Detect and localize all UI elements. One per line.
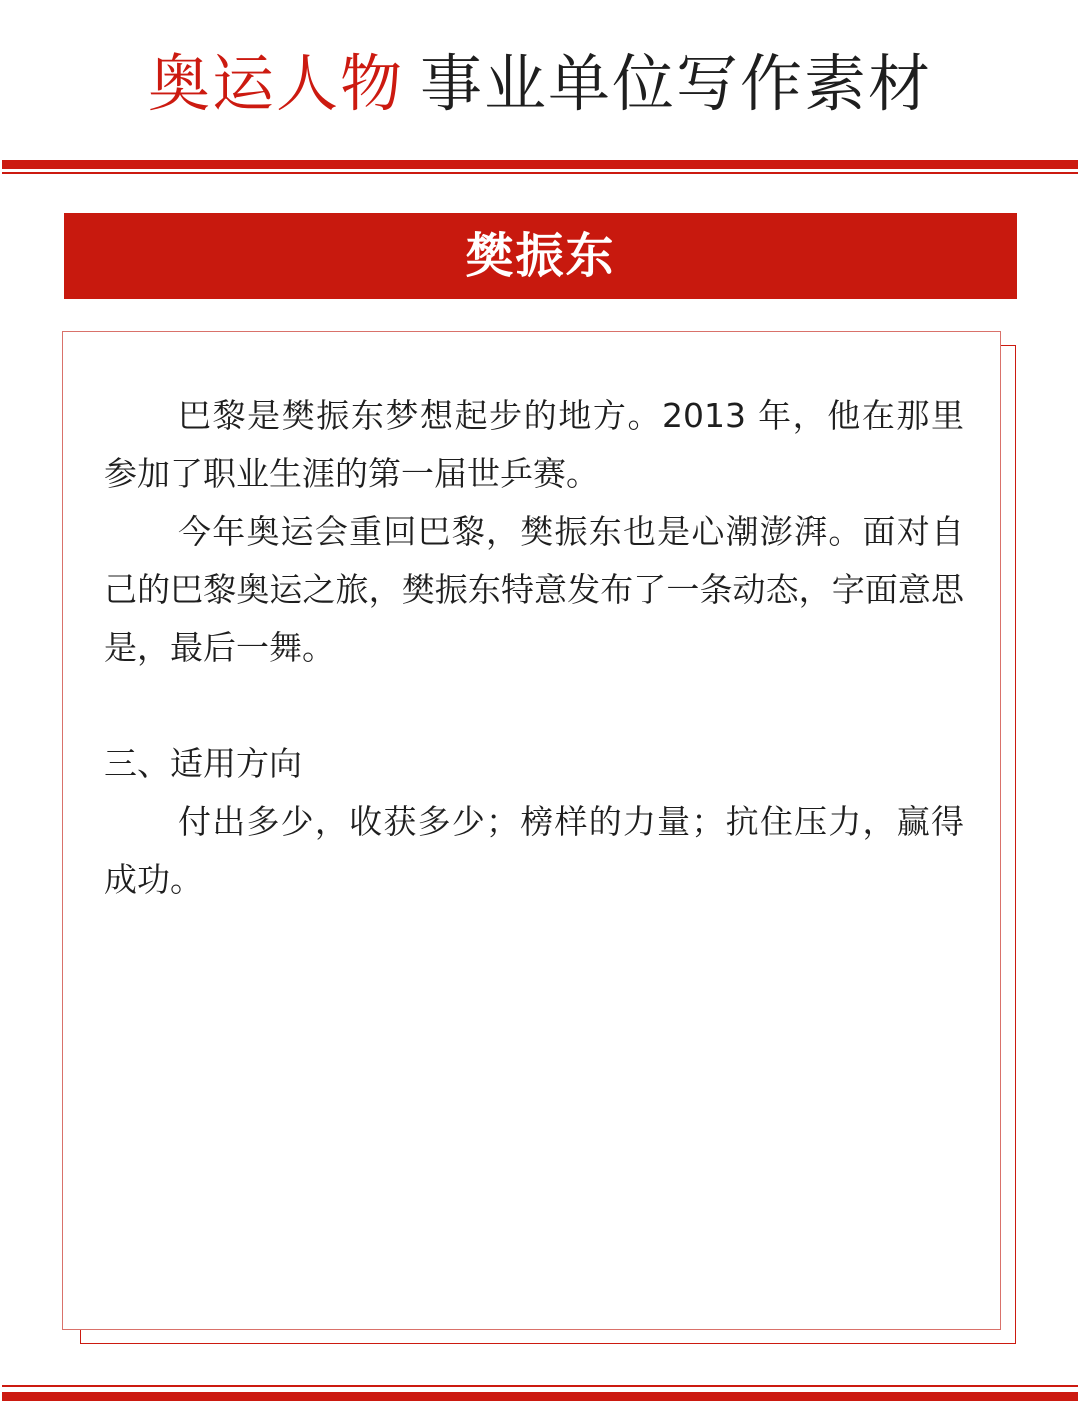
title-highlight: 奥运人物 (147, 47, 404, 120)
title-rest: 事业单位写作素材 (420, 47, 933, 120)
card-body (104, 387, 964, 909)
section-heading: 三、适用方向 (104, 744, 302, 783)
blank-line (104, 677, 964, 735)
section-body: 付出多少，收获多少；榜样的力量；抗住压力，赢得成功。 (104, 802, 964, 899)
bottom-divider-thin (2, 1385, 1078, 1387)
top-divider-thin (2, 172, 1078, 174)
bottom-divider-thick (2, 1392, 1078, 1401)
page-header (0, 0, 1080, 160)
paragraph-1: 巴黎是樊振东梦想起步的地方。2013 年，他在那里参加了职业生涯的第一届世乒赛。 (104, 396, 964, 493)
top-divider-thick (2, 160, 1078, 169)
page-title (0, 44, 1080, 124)
person-name: 樊振东 (465, 228, 616, 284)
name-banner (64, 213, 1017, 299)
paragraph-2: 今年奥运会重回巴黎，樊振东也是心潮澎湃。面对自己的巴黎奥运之旅，樊振东特意发布了一条动态，字面意思是，最后一舞。 (104, 512, 964, 667)
